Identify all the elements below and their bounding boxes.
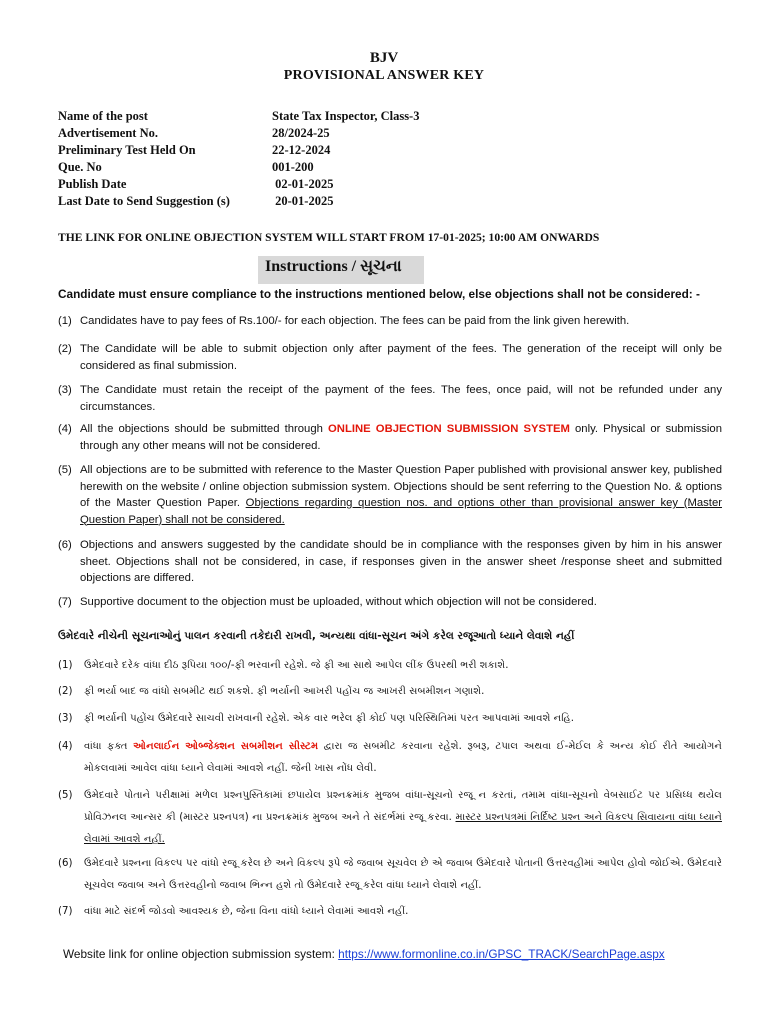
detail-label: Que. No	[58, 160, 102, 174]
detail-value: 28/2024-25	[272, 126, 330, 140]
detail-label: Last Date to Send Suggestion (s)	[58, 194, 230, 208]
item-text: All objections are to be submitted with reference to the Master Question Paper published with provisional answer key, published herewith on the website / online objection submission system. Objections should be sent referring to the Question No. & options of the Master Question Paper.	[80, 464, 722, 509]
english-instruction-4	[58, 421, 722, 454]
english-instruction-5	[58, 462, 722, 528]
system-name-highlight: ઓનલાઈન ઓબ્જેક્શન સબમીશન સીસ્ટમ	[133, 741, 319, 752]
detail-label: Name of the post	[58, 109, 148, 123]
english-instruction-2	[58, 341, 722, 374]
detail-label: Publish Date	[58, 177, 127, 191]
gujarati-instruction-6	[58, 853, 722, 897]
item-number: (3)	[58, 713, 73, 724]
gujarati-heading: ઉમેદવારે નીચેની સૂચનાઓનું પાલન કરવાની તકેદારી રાખવી, અન્યથા વાંધા-સૂચન અંગે કરેલ રજૂઆતો ધ્યાને લેવાશે નહીં	[58, 630, 575, 642]
item-number: (4)	[58, 741, 73, 752]
item-text: only. Physical or submission through any other means will not be considered.	[80, 423, 722, 452]
detail-value: 02-01-2025	[272, 177, 334, 191]
detail-row	[58, 159, 718, 176]
instructions-title: Instructions / સૂચના	[265, 258, 402, 275]
org-name: BJV	[369, 50, 399, 66]
gujarati-instruction-2	[58, 681, 722, 703]
english-instruction-1	[58, 313, 722, 330]
item-number: (1)	[58, 315, 72, 327]
detail-row	[58, 108, 718, 125]
english-instruction-6	[58, 537, 722, 587]
item-number: (4)	[58, 423, 72, 435]
detail-label: Advertisement No.	[58, 126, 158, 140]
item-number: (2)	[58, 343, 72, 355]
item-text: ઉમેદવારે દરેક વાંધા દીઠ રૂપિયા ૧૦૦/-ફી ભરવાની રહેશે. જે ફી આ સાથે આપેલ લીંક ઉપરથી ભરી શકાશે.	[84, 660, 509, 671]
item-number: (7)	[58, 906, 73, 917]
gujarati-instruction-1	[58, 655, 722, 677]
detail-value: State Tax Inspector, Class-3	[272, 109, 420, 123]
gujarati-instruction-7	[58, 901, 722, 923]
underlined-text: માસ્ટર પ્રશ્નપત્રમાં નિર્દિષ્ટ પ્રશ્ન અને વિકલ્પ સિવાયના વાંધા ધ્યાને લેવામાં આવશે નહીં.	[84, 812, 722, 845]
item-text: Objections and answers suggested by the candidate should be in compliance with the responses given by him in his answer sheet. Objections shall not be considered, in case, if responses given in the answer sheet /response sheet and submitted objections are differed.	[80, 539, 722, 584]
exam-details	[58, 108, 718, 210]
compliance-notice: Candidate must ensure compliance to the instructions mentioned below, else objections shall not be considered: -	[58, 287, 700, 301]
gujarati-instruction-3	[58, 708, 722, 730]
item-number: (5)	[58, 790, 73, 801]
item-number: (6)	[58, 539, 72, 551]
item-number: (2)	[58, 686, 73, 697]
item-text: Candidates have to pay fees of Rs.100/- for each objection. The fees can be paid from the link given herewith.	[80, 315, 630, 327]
objection-start-notice: THE LINK FOR ONLINE OBJECTION SYSTEM WILL START FROM 17-01-2025; 10:00 AM ONWARDS	[58, 231, 600, 244]
detail-label: Preliminary Test Held On	[58, 143, 196, 157]
underlined-text: Objections regarding question nos. and options other than provisional answer key (Master Question Paper) shall not be considered.	[80, 497, 722, 526]
objection-system-link[interactable]: https://www.formonline.co.in/GPSC_TRACK/SearchPage.aspx	[338, 947, 665, 961]
item-number: (7)	[58, 596, 72, 608]
item-text: ઉમેદવારે પ્રશ્નના વિકલ્પ પર વાંધો રજૂ કરેલ છે અને વિકલ્પ રૂપે જે જવાબ સૂચવેલ છે એ જવાબ ઉમેદવારે પોતાની ઉત્તરવહીમાં આપેલ હોવો જોઈએ. ઉમેદવારે સૂચવેલ જવાબ અને ઉત્તરવહીનો જવાબ ભિન્ન હશે તો ઉમેદવારે રજૂ કરેલ વાંધા ધ્યાને લેવાશે નહીં.	[84, 858, 722, 891]
detail-row	[58, 142, 718, 159]
detail-value: 20-01-2025	[272, 194, 334, 208]
page-title: PROVISIONAL ANSWER KEY	[283, 68, 485, 83]
item-number: (6)	[58, 858, 73, 869]
detail-value: 22-12-2024	[272, 143, 331, 157]
item-text: દ્વારા જ સબમીટ કરવાના રહેશે. રૂબરૂ, ટપાલ અથવા ઈ-મેઈલ કે અન્ય કોઈ રીતે આયોગને મોકલવામાં આવેલ વાંધા ધ્યાને લેવામાં આવશે નહીં. જેની ખાસ નોંધ લેવી.	[84, 741, 722, 774]
detail-value: 001-200	[272, 160, 314, 174]
system-name-highlight: ONLINE OBJECTION SUBMISSION SYSTEM	[328, 423, 570, 435]
item-text: વાંધા ફક્ત	[84, 741, 134, 752]
detail-row	[58, 125, 718, 142]
website-link-line	[63, 947, 743, 961]
english-instruction-3	[58, 382, 722, 415]
item-number: (1)	[58, 660, 73, 671]
gujarati-instruction-4	[58, 736, 722, 780]
gujarati-instruction-5	[58, 785, 722, 851]
item-number: (5)	[58, 464, 72, 476]
english-instruction-7	[58, 594, 722, 611]
item-text: ફી ભર્યાની પહોંચ ઉમેદવારે સાચવી રાખવાની રહેશે. એક વાર ભરેલ ફી કોઈ પણ પરિસ્થિતિમાં પરત આપવામાં આવશે નહિ.	[84, 713, 575, 724]
detail-row	[58, 193, 718, 210]
item-number: (3)	[58, 384, 72, 396]
item-text: ફી ભર્યા બાદ જ વાંધો સબમીટ થઈ શકશે. ફી ભર્યાની આખરી પહોંચ જ આખરી સબમીશન ગણાશે.	[84, 686, 485, 697]
detail-row	[58, 176, 718, 193]
item-text: ઉમેદવારે પોતાને પરીક્ષામાં મળેલ પ્રશ્નપુસ્તિકામાં છપાયેલ પ્રશ્નક્રમાંક મુજબ વાંધા-સૂચનો રજૂ ન કરતાં, તમામ વાંધા-સૂચનો વેબસાઈટ પર પ્રસિધ્ધ થયેલ પ્રોવિઝનલ આન્સર કી (માસ્ટર પ્રશ્નપત્ર) ના પ્રશ્નક્રમાંક મુજબ અને તે સંદર્ભમાં રજૂ કરવા.	[84, 790, 722, 823]
item-text: The Candidate must retain the receipt of the payment of the fees. The fees, once paid, will not be refunded under any circumstances.	[80, 384, 722, 413]
item-text: Supportive document to the objection must be uploaded, without which objection will not be considered.	[80, 596, 597, 608]
item-text: વાંધા માટે સંદર્ભ જોડવો આવશ્યક છે, જેના વિના વાંધો ધ્યાને લેવામાં આવશે નહીં.	[84, 906, 409, 917]
item-text: The Candidate will be able to submit objection only after payment of the fees. The generation of the receipt will only be considered as final submission.	[80, 343, 722, 372]
website-link-label: Website link for online objection submission system:	[63, 947, 339, 961]
item-text: All the objections should be submitted through	[80, 423, 329, 435]
